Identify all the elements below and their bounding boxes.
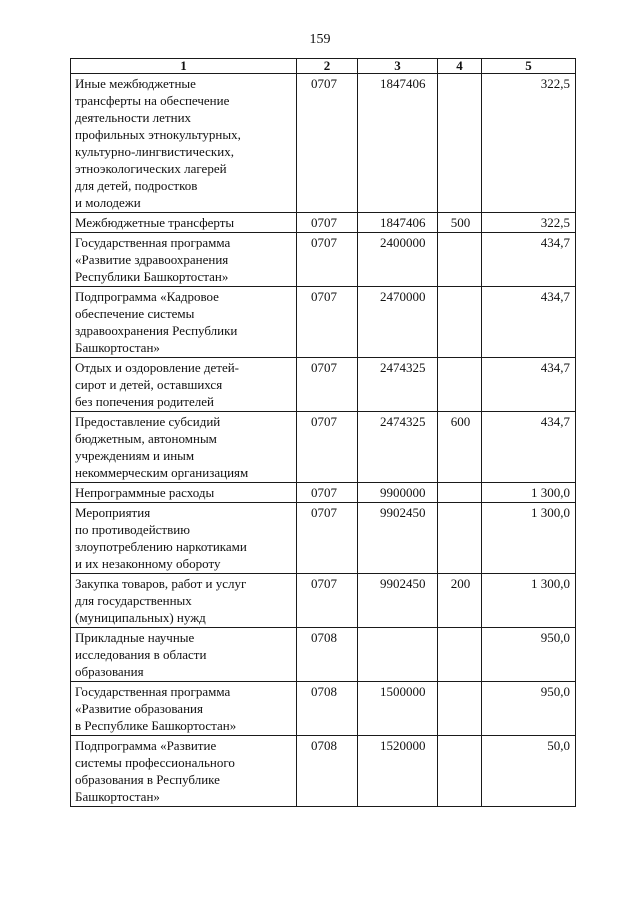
row-expense-type — [438, 287, 482, 358]
table-row — [71, 213, 576, 233]
row-article: 1847406 — [358, 74, 438, 213]
row-name: Государственная программа «Развитие образования в Республике Башкортостан» — [71, 682, 297, 736]
row-article: 2470000 — [358, 287, 438, 358]
row-expense-type: 600 — [438, 412, 482, 483]
row-article: 9900000 — [358, 483, 438, 503]
row-name: Отдых и оздоровление детей- сирот и детей, оставшихся без попечения родителей — [71, 358, 297, 412]
budget-table — [70, 58, 576, 807]
row-amount: 434,7 — [482, 412, 576, 483]
row-amount: 434,7 — [482, 287, 576, 358]
table-row — [71, 682, 576, 736]
table-row — [71, 628, 576, 682]
row-section: 0707 — [297, 287, 358, 358]
header-row — [71, 59, 576, 74]
row-name: Непрограммные расходы — [71, 483, 297, 503]
header-col-2: 2 — [297, 59, 358, 74]
row-section: 0708 — [297, 682, 358, 736]
row-amount: 950,0 — [482, 682, 576, 736]
row-expense-type — [438, 628, 482, 682]
row-name: Предоставление субсидий бюджетным, автономным учреждениям и иным некоммерческим организациям — [71, 412, 297, 483]
row-expense-type — [438, 233, 482, 287]
row-section: 0707 — [297, 74, 358, 213]
row-section: 0707 — [297, 503, 358, 574]
row-amount: 322,5 — [482, 213, 576, 233]
row-name: Межбюджетные трансферты — [71, 213, 297, 233]
row-amount: 950,0 — [482, 628, 576, 682]
row-name: Подпрограмма «Кадровое обеспечение системы здравоохранения Республики Башкортостан» — [71, 287, 297, 358]
header-col-5: 5 — [482, 59, 576, 74]
row-expense-type — [438, 682, 482, 736]
row-amount: 1 300,0 — [482, 574, 576, 628]
row-expense-type — [438, 483, 482, 503]
row-name: Мероприятия по противодействию злоупотреблению наркотиками и их незаконному обороту — [71, 503, 297, 574]
row-amount: 50,0 — [482, 736, 576, 807]
row-section: 0707 — [297, 574, 358, 628]
table-row — [71, 74, 576, 213]
row-expense-type: 200 — [438, 574, 482, 628]
row-expense-type — [438, 503, 482, 574]
row-expense-type: 500 — [438, 213, 482, 233]
header-col-4: 4 — [438, 59, 482, 74]
row-article: 1847406 — [358, 213, 438, 233]
row-amount: 322,5 — [482, 74, 576, 213]
row-section: 0707 — [297, 213, 358, 233]
table-row — [71, 358, 576, 412]
table-row — [71, 503, 576, 574]
row-name: Подпрограмма «Развитие системы профессионального образования в Республике Башкортостан» — [71, 736, 297, 807]
row-expense-type — [438, 358, 482, 412]
row-article: 2400000 — [358, 233, 438, 287]
table-row — [71, 736, 576, 807]
table-row — [71, 287, 576, 358]
row-section: 0707 — [297, 358, 358, 412]
row-expense-type — [438, 74, 482, 213]
row-name: Прикладные научные исследования в области образования — [71, 628, 297, 682]
table-row — [71, 412, 576, 483]
row-article: 2474325 — [358, 358, 438, 412]
row-name: Иные межбюджетные трансферты на обеспечение деятельности летних профильных этнокультурных, культурно-лингвистических, этноэкологических лагерей для детей, подростков и молодежи — [71, 74, 297, 213]
row-article: 1500000 — [358, 682, 438, 736]
row-name: Закупка товаров, работ и услуг для государственных (муниципальных) нужд — [71, 574, 297, 628]
row-amount: 434,7 — [482, 233, 576, 287]
table-row — [71, 233, 576, 287]
row-article: 9902450 — [358, 503, 438, 574]
row-section: 0708 — [297, 736, 358, 807]
row-article: 1520000 — [358, 736, 438, 807]
row-article: 2474325 — [358, 412, 438, 483]
row-section: 0708 — [297, 628, 358, 682]
header-col-3: 3 — [358, 59, 438, 74]
row-amount: 1 300,0 — [482, 503, 576, 574]
row-section: 0707 — [297, 412, 358, 483]
row-amount: 1 300,0 — [482, 483, 576, 503]
row-section: 0707 — [297, 233, 358, 287]
table-row — [71, 574, 576, 628]
row-section: 0707 — [297, 483, 358, 503]
header-col-1: 1 — [71, 59, 297, 74]
row-expense-type — [438, 736, 482, 807]
table-row — [71, 483, 576, 503]
page-number: 159 — [309, 32, 331, 47]
row-amount: 434,7 — [482, 358, 576, 412]
row-name: Государственная программа «Развитие здравоохранения Республики Башкортостан» — [71, 233, 297, 287]
row-article: 9902450 — [358, 574, 438, 628]
row-article — [358, 628, 438, 682]
